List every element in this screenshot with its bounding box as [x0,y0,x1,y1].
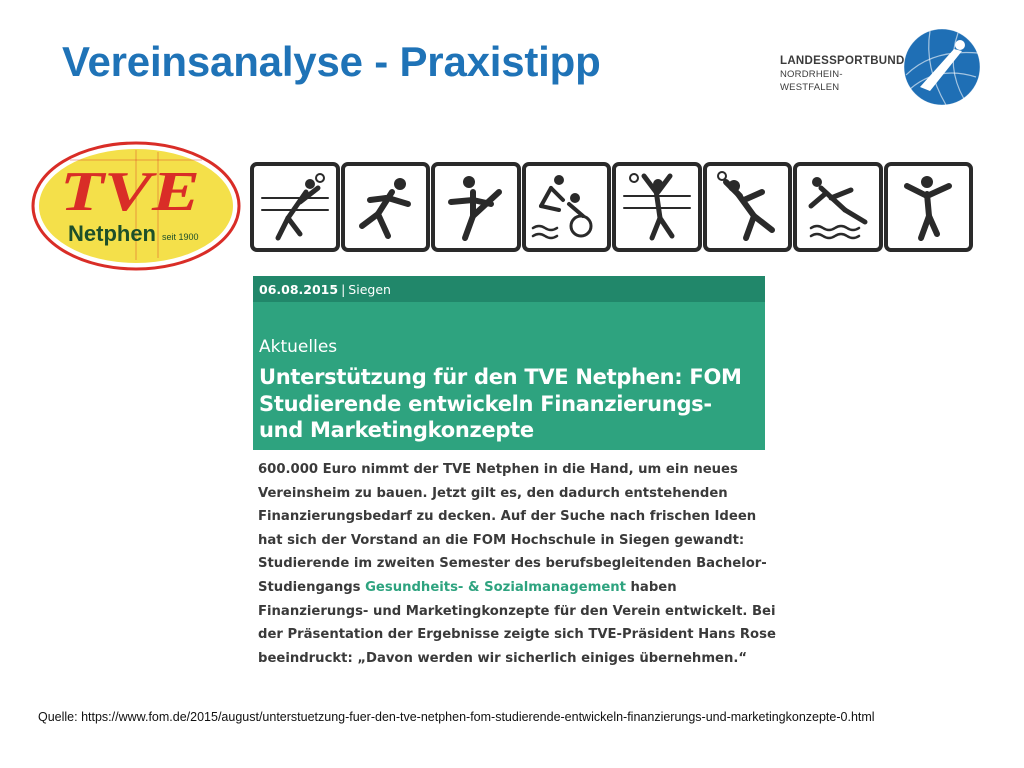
headline-line: Studierende entwickeln Finanzierungs- [259,391,712,416]
tve-since: seit 1900 [162,232,199,242]
tve-letters: TVE [60,161,200,223]
diving-icon [793,162,883,252]
volleyball-block-icon [612,162,702,252]
volleyball-icon [250,162,340,252]
handball-icon [703,162,793,252]
article-date-bar [253,276,765,302]
headline-line: und Marketingkonzepte [259,418,534,442]
article-headline [253,357,765,444]
lsb-globe-icon [902,27,982,107]
slide-title: Vereinsanalyse - Praxistipp [62,38,601,85]
date-separator: | [341,282,346,297]
lsb-line-1: LANDESSPORTBUND [780,55,905,67]
lsb-wordmark [780,55,905,94]
running-icon [341,162,431,252]
gymnastics-icon [884,162,974,252]
article-date: 06.08.2015 [259,282,339,297]
dancing-icon [431,162,521,252]
article-rubric: Aktuelles [259,337,338,357]
article-body-text: 600.000 Euro nimmt der TVE Netphen in die Hand, um ein neues Vereinsheim zu bauen. Jetzt gilt es, den dadurch entstehenden Finanzierungsbedarf zu decken. Auf der Suche nach frischen Ideen hat sich der Vorstand an die FOM Hochschule in Siegen gewandt: Studierende im zweiten Semester des berufsbegleitenden Bachelor-Studiengangs [258,462,767,595]
lsb-line-2: NORDRHEIN-WESTFALEN [780,69,843,93]
article-header [253,276,765,450]
tve-town: Netphen [68,221,156,246]
headline-line: Unterstützung für den TVE Netphen: FOM [259,365,742,389]
study-program-link[interactable]: Gesundheits- & Sozialmanagement [365,579,626,595]
triathlon-icon [522,162,612,252]
article-body [258,458,778,670]
tve-logo [30,140,242,272]
article-location: Siegen [348,282,391,297]
article-body-text-2: haben Finanzierungs- und Marketingkonzepte für den Verein entwickelt. Bei der Präsentation der Ergebnisse zeigte sich TVE-Präsident Hans Rose beeindruckt: „Davon werden wir sicherlich einiges übernehmen.“ [258,579,776,666]
source-citation: Quelle: https://www.fom.de/2015/august/unterstuetzung-fuer-den-tve-netphen-fom-studierende-entwickeln-finanzierungs-und-marketingkonzepte-0.html [38,710,875,724]
sport-pictograms [250,162,973,252]
